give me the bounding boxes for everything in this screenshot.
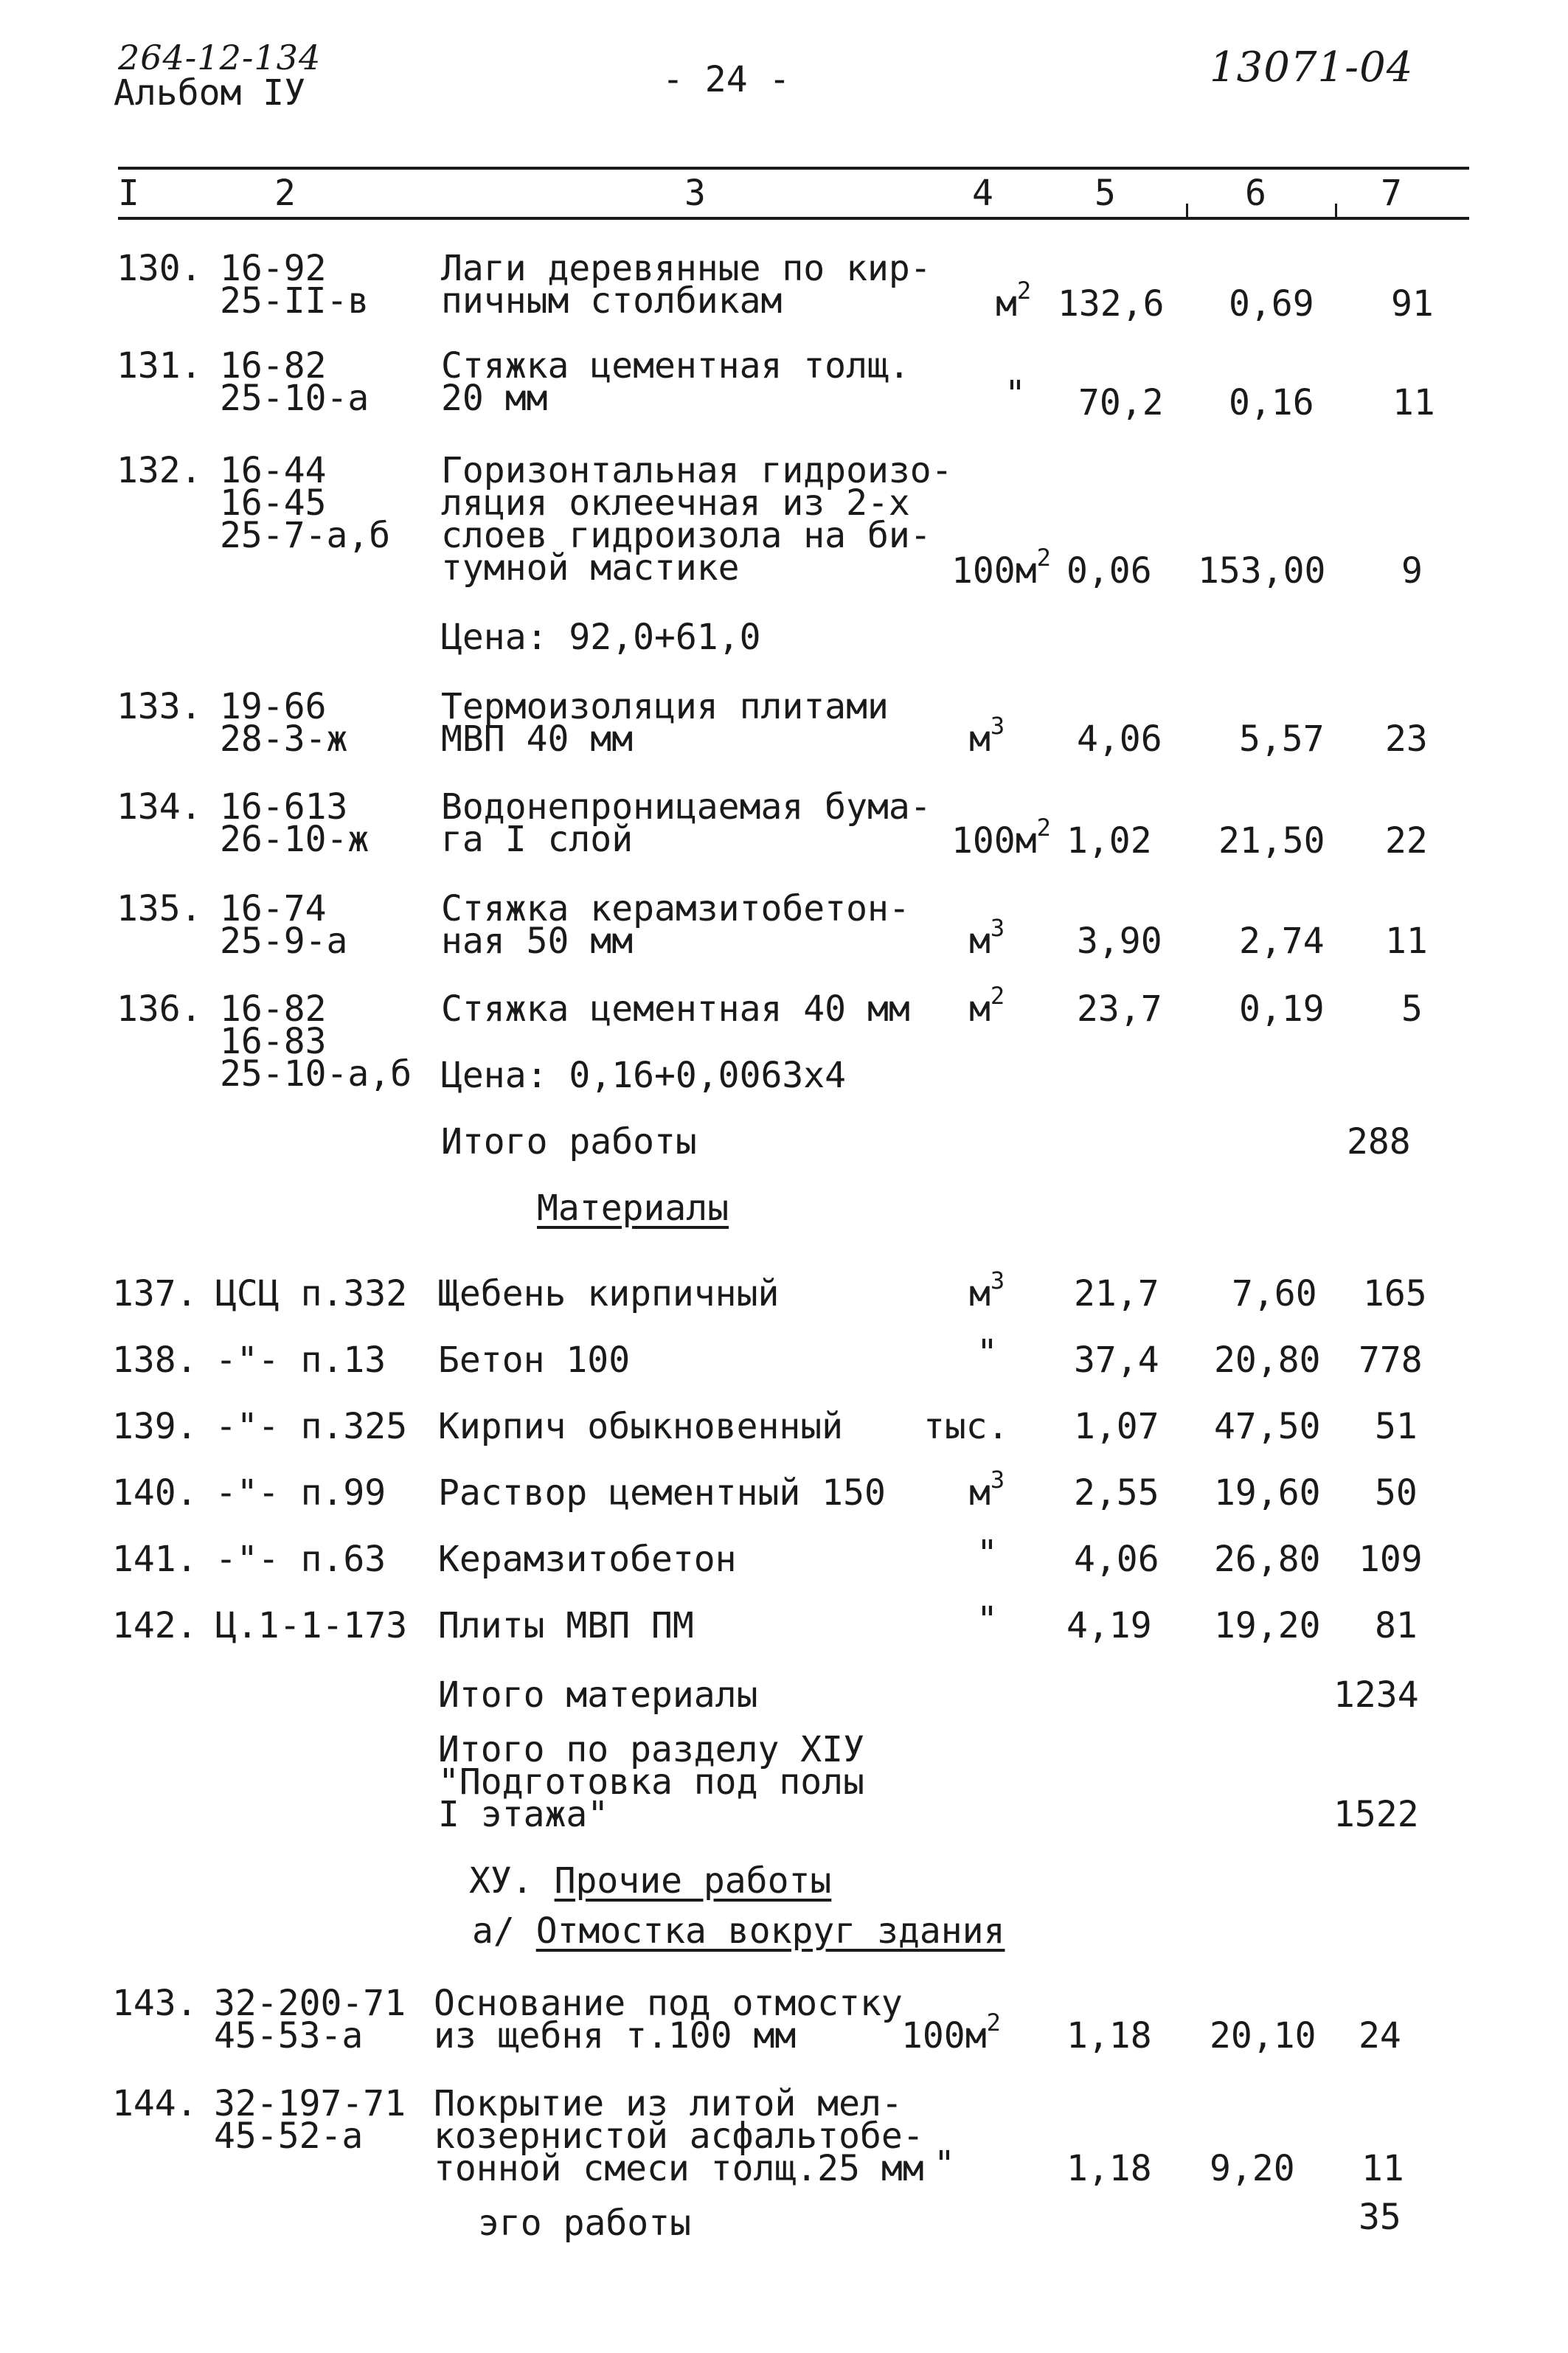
table-header-rule — [118, 217, 1469, 220]
description-line: Стяжка цементная 40 мм — [441, 988, 910, 1030]
description-line: Стяжка цементная толщ. — [441, 345, 910, 387]
row-number: 134. — [117, 786, 202, 828]
norm-code: 25-7-а,б — [220, 515, 391, 556]
sum: 22 — [1385, 820, 1428, 862]
quantity: 1,18 — [1066, 2148, 1152, 2189]
col-header-5: 5 — [1095, 173, 1116, 214]
col-divider — [1335, 204, 1337, 217]
final-total-sum: 35 — [1359, 2197, 1401, 2238]
description-line: Стяжка керамзитобетон- — [441, 888, 910, 929]
description-line: Керамзитобетон — [438, 1539, 737, 1580]
quantity: 1,07 — [1074, 1406, 1159, 1447]
section-heading: ХУ. Прочие работы — [469, 1860, 832, 1902]
unit-price: 47,50 — [1214, 1406, 1321, 1447]
final-total-label: эго работы — [478, 2203, 691, 2244]
unit-price: 7,60 — [1232, 1273, 1317, 1314]
col-divider — [1186, 204, 1188, 217]
album-label: Альбом IУ — [114, 72, 306, 114]
norm-code: Ц.1-1-173 — [215, 1605, 408, 1646]
quantity: 1,18 — [1066, 2015, 1152, 2056]
unit-price: 20,80 — [1214, 1340, 1321, 1381]
unit-price: 153,00 — [1198, 550, 1326, 592]
quantity: 37,4 — [1074, 1340, 1159, 1381]
norm-code: 28-3-ж — [220, 718, 348, 760]
description-line: Раствор цементный 150 — [438, 1472, 886, 1514]
norm-code: 25-10-а — [220, 378, 370, 419]
section-total-line: I этажа" — [438, 1794, 609, 1835]
unit-price: 21,50 — [1218, 820, 1325, 862]
norm-code: 16-45 — [220, 482, 327, 524]
unit-price: 2,74 — [1239, 921, 1325, 962]
norm-code: 25-II-в — [220, 280, 370, 322]
quantity: 2,55 — [1074, 1472, 1159, 1514]
subtotal-materials-sum: 1234 — [1333, 1674, 1419, 1716]
sum: 81 — [1375, 1605, 1418, 1646]
norm-code: 25-10-а,б — [220, 1053, 412, 1095]
sum: 778 — [1359, 1340, 1423, 1381]
unit: $м^3$ — [969, 1266, 1005, 1314]
norm-code: 19-66 — [220, 686, 327, 727]
unit: " — [976, 1599, 998, 1640]
quantity: 0,06 — [1066, 550, 1152, 592]
norm-code: 25-9-а — [220, 921, 348, 962]
row-number: 136. — [117, 988, 202, 1030]
unit-price: 0,16 — [1229, 382, 1314, 423]
materials-heading: Материалы — [537, 1188, 729, 1229]
norm-code: 16-83 — [220, 1021, 327, 1062]
description-line: ная 50 мм — [441, 921, 634, 962]
row-number: 137. — [112, 1273, 198, 1314]
norm-code: 32-200-71 — [214, 1983, 406, 2024]
price-note: Цена: 92,0+61,0 — [441, 617, 761, 658]
row-number: 132. — [117, 450, 202, 491]
description-line: МВП 40 мм — [441, 718, 634, 760]
unit: $100м^2$ — [951, 814, 1051, 862]
quantity: 70,2 — [1078, 382, 1164, 423]
description-line: Лаги деревянные по кир- — [441, 248, 932, 289]
row-number: 140. — [112, 1472, 198, 1514]
description-line: слоев гидроизола на би- — [441, 515, 932, 556]
norm-code: ЦСЦ п.332 — [215, 1273, 408, 1314]
row-number: 141. — [112, 1539, 198, 1580]
quantity: 4,06 — [1077, 718, 1162, 760]
unit: $100м^2$ — [951, 544, 1051, 592]
norm-code: 16-74 — [220, 888, 327, 929]
description-line: Бетон 100 — [438, 1340, 631, 1381]
unit-price: 5,57 — [1239, 718, 1325, 760]
sum: 23 — [1385, 718, 1428, 760]
norm-code: 45-52-а — [214, 2115, 364, 2157]
quantity: 4,06 — [1074, 1539, 1159, 1580]
col-header-4: 4 — [972, 173, 993, 214]
row-number: 144. — [112, 2083, 198, 2124]
unit: $м^2$ — [969, 982, 1005, 1030]
sum: 109 — [1359, 1539, 1423, 1580]
description-line: козернистой асфальтобе- — [434, 2115, 924, 2157]
doc-code: 264-12-134 — [118, 38, 322, 77]
table-top-rule — [118, 167, 1469, 170]
row-number: 133. — [117, 686, 202, 727]
description-line: тумной мастике — [441, 547, 740, 589]
unit-price: 20,10 — [1210, 2015, 1317, 2056]
row-number: 142. — [112, 1605, 198, 1646]
col-header-3: 3 — [684, 173, 706, 214]
quantity: 132,6 — [1058, 283, 1165, 325]
unit-price: 0,69 — [1229, 283, 1314, 325]
sum: 9 — [1401, 550, 1423, 592]
description-line: Основание под отмостку — [434, 1983, 903, 2024]
norm-code: 26-10-ж — [220, 819, 370, 860]
unit-price: 0,19 — [1239, 988, 1325, 1030]
description-line: Кирпич обыкновенный — [438, 1406, 844, 1447]
description-line: Горизонтальная гидроизо- — [441, 450, 953, 491]
price-note: Цена: 0,16+0,0063х4 — [441, 1055, 847, 1096]
unit-price: 19,60 — [1214, 1472, 1321, 1514]
norm-code: 16-82 — [220, 345, 327, 387]
subtotal-works-label: Итого работы — [441, 1121, 697, 1162]
quantity: 4,19 — [1066, 1605, 1152, 1646]
sum: 5 — [1401, 988, 1423, 1030]
unit: " — [976, 1533, 998, 1574]
quantity: 21,7 — [1074, 1273, 1159, 1314]
sum: 51 — [1375, 1406, 1418, 1447]
col-header-1: I — [118, 173, 139, 214]
subsection-heading: а/ Отмостка вокруг здания — [472, 1910, 1005, 1952]
unit-price: 19,20 — [1214, 1605, 1321, 1646]
sum: 11 — [1392, 382, 1435, 423]
norm-code: 16-92 — [220, 248, 327, 289]
section-total-sum: 1522 — [1333, 1794, 1419, 1835]
description-line: Покрытие из литой мел- — [434, 2083, 903, 2124]
description-line: Плиты МВП ПМ — [438, 1605, 694, 1646]
norm-code: -"- п.13 — [215, 1340, 386, 1381]
unit: $м^3$ — [969, 1466, 1005, 1514]
unit: $м^3$ — [969, 914, 1005, 962]
norm-code: -"- п.325 — [215, 1406, 408, 1447]
description-line: тонной смеси толщ.25 мм — [434, 2148, 924, 2189]
sum: 24 — [1359, 2015, 1401, 2056]
unit: тыс. — [923, 1406, 1009, 1447]
description-line: Водонепроницаемая бума- — [441, 786, 932, 828]
sum: 50 — [1375, 1472, 1418, 1514]
section-total-line: "Подготовка под полы — [438, 1761, 864, 1803]
subtotal-materials-label: Итого материалы — [438, 1674, 758, 1716]
unit: $м^2$ — [996, 277, 1032, 325]
norm-code: -"- п.63 — [215, 1539, 386, 1580]
row-number: 135. — [117, 888, 202, 929]
description-line: 20 мм — [441, 378, 548, 419]
row-number: 130. — [117, 248, 202, 289]
norm-code: -"- п.99 — [215, 1472, 386, 1514]
description-line: из щебня т.100 мм — [434, 2015, 797, 2056]
unit: " — [1005, 373, 1026, 415]
norm-code: 16-613 — [220, 786, 348, 828]
sum: 165 — [1363, 1273, 1427, 1314]
unit: $100м^2$ — [901, 2009, 1001, 2056]
quantity: 1,02 — [1066, 820, 1152, 862]
norm-code: 45-53-а — [214, 2015, 364, 2056]
sum: 11 — [1361, 2148, 1404, 2189]
description-line: пичным столбикам — [441, 280, 783, 322]
unit: " — [976, 1332, 998, 1373]
description-line: га I слой — [441, 819, 634, 860]
norm-code: 16-44 — [220, 450, 327, 491]
unit: $м^3$ — [969, 712, 1005, 760]
row-number: 138. — [112, 1340, 198, 1381]
doc-number: 13071-04 — [1210, 44, 1414, 91]
description-line: ляция оклеечная из 2-х — [441, 482, 910, 524]
unit: " — [934, 2144, 955, 2185]
col-header-6: 6 — [1245, 173, 1266, 214]
subtotal-works-sum: 288 — [1347, 1121, 1411, 1162]
col-header-2: 2 — [274, 173, 296, 214]
quantity: 23,7 — [1077, 988, 1162, 1030]
description-line: Термоизоляция плитами — [441, 686, 889, 727]
row-number: 143. — [112, 1983, 198, 2024]
unit-price: 9,20 — [1210, 2148, 1295, 2189]
row-number: 131. — [117, 345, 202, 387]
col-header-7: 7 — [1381, 173, 1402, 214]
norm-code: 16-82 — [220, 988, 327, 1030]
sum: 91 — [1391, 283, 1434, 325]
unit-price: 26,80 — [1214, 1539, 1321, 1580]
norm-code: 32-197-71 — [214, 2083, 406, 2124]
page-number: - 24 - — [662, 59, 791, 100]
section-total-line: Итого по разделу ХIУ — [438, 1729, 864, 1770]
description-line: Щебень кирпичный — [438, 1273, 780, 1314]
row-number: 139. — [112, 1406, 198, 1447]
quantity: 3,90 — [1077, 921, 1162, 962]
sum: 11 — [1385, 921, 1428, 962]
